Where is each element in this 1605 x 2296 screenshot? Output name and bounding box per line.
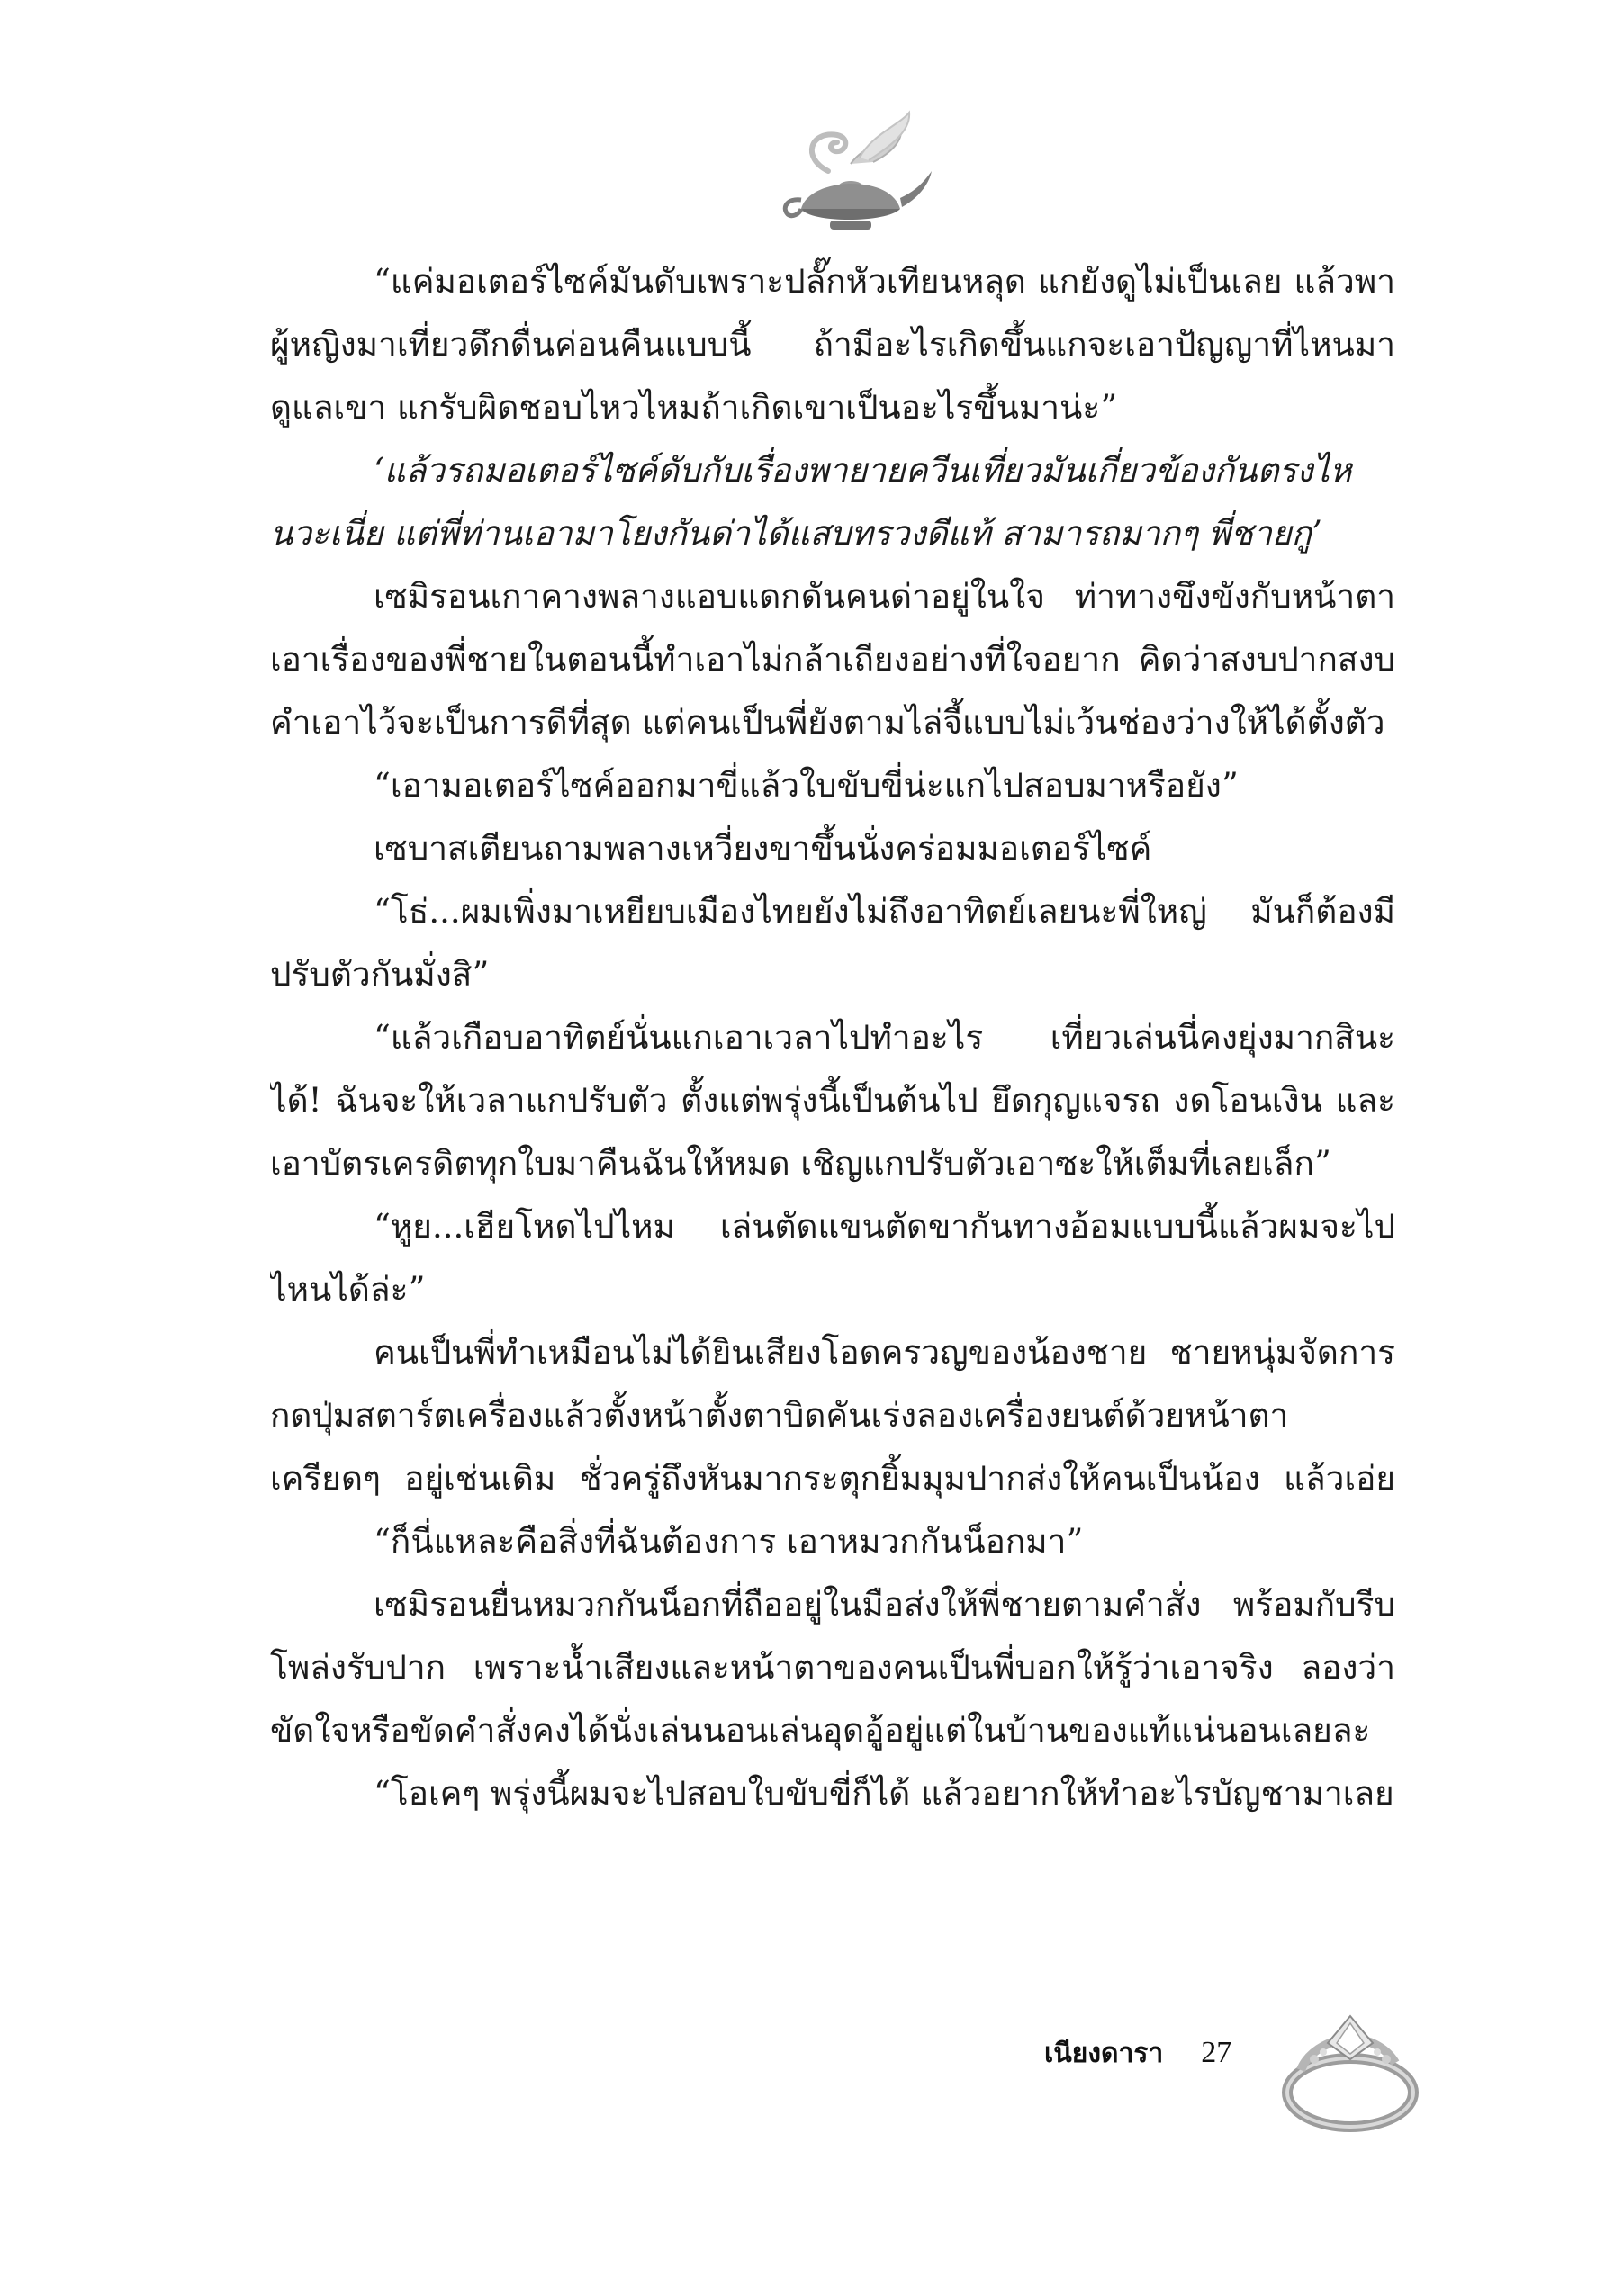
paragraph: เซบาสเตียนถามพลางเหวี่ยงขาขึ้นนั่งคร่อมมอเตอร์ไซค์ — [374, 829, 1152, 868]
paragraph: “โธ่...ผมเพิ่งมาเหยียบเมืองไทยยังไม่ถึงอาทิตย์เลยนะพี่ใหญ่ มันก็ต้องมีปรับตัวกันมั่งสิ” — [270, 892, 1395, 994]
book-title: เนียงดารา — [1044, 2038, 1164, 2069]
paragraph: “แล้วเกือบอาทิตย์นั่นแกเอาเวลาไปทำอะไร เที่ยวเล่นนี่คงยุ่งมากสินะ ได้! ฉันจะให้เวลาแกปรับตัว ตั้งแต่พรุ่งนี้เป็นต้นไป ยึดกุญแจรถ งดโอนเงิน และเอาบัตรเครดิตทุกใบมาคืนฉันให้หมด เชิญแกปรับตัวเอาซะให้เต็มที่เลยเล็ก” — [270, 1018, 1395, 1183]
paragraph: เซมิรอนยื่นหมวกกันน็อกที่ถืออยู่ในมือส่งให้พี่ชายตามคำสั่ง พร้อมกับรีบโพล่งรับปาก เพราะน้ำเสียงและหน้าตาของคนเป็นพี่บอกให้รู้ว่าเอาจริง ลองว่าขัดใจหรือขัดคำสั่งคงได้นั่งเล่นนอนเล่นอุดอู้อยู่แต่ในบ้านของแท้แน่นอนเลยละ — [270, 1585, 1395, 1750]
paragraph: เซมิรอนเกาคางพลางแอบแดกดันคนด่าอยู่ในใจ ท่าทางขึงขังกับหน้าตาเอาเรื่องของพี่ชายในตอนนี้ทำเอาไม่กล้าเถียงอย่างที่ใจอยาก คิดว่าสงบปากสงบคำเอาไว้จะเป็นการดีที่สุด แต่คนเป็นพี่ยังตามไล่จี้แบบไม่เว้นช่องว่างให้ได้ตั้งตัว — [270, 577, 1395, 742]
page-number: 27 — [1201, 2036, 1232, 2069]
paragraph-italic-thought: ‘แล้วรถมอเตอร์ไซค์ดับกับเรื่องพายายควีนเที่ยวมันเกี่ยวข้องกันตรงไหนวะเนี่ย แต่พี่ท่านเอามาโยงกันด่าได้แสบทรวงดีแท้ สามารถมากๆ พี่ชายกู’ — [270, 451, 1352, 553]
page-footer — [1044, 2032, 1231, 2086]
diamond-ring-icon — [1260, 2007, 1422, 2142]
magic-lamp-icon — [765, 108, 936, 252]
paragraph: “แค่มอเตอร์ไซค์มันดับเพราะปลั๊กหัวเทียนหลุด แกยังดูไม่เป็นเลย แล้วพาผู้หญิงมาเที่ยวดึกดื่นค่อนคืนแบบนี้ ถ้ามีอะไรเกิดขึ้นแกจะเอาปัญญาที่ไหนมาดูแลเขา แกรับผิดชอบไหวไหมถ้าเกิดเขาเป็นอะไรขึ้นมาน่ะ” — [270, 262, 1395, 427]
body-text — [270, 250, 1395, 1825]
paragraph: “หูย...เฮียโหดไปไหม เล่นตัดแขนตัดขากันทางอ้อมแบบนี้แล้วผมจะไปไหนได้ล่ะ” — [270, 1207, 1395, 1309]
paragraph: “เอามอเตอร์ไซค์ออกมาขี่แล้วใบขับขี่น่ะแกไปสอบมาหรือยัง” — [374, 766, 1239, 805]
paragraph: “โอเคๆ พรุ่งนี้ผมจะไปสอบใบขับขี่ก็ได้ แล้วอยากให้ทำอะไรบัญชามาเลย — [374, 1774, 1394, 1813]
paragraph: “ก็นี่แหละคือสิ่งที่ฉันต้องการ เอาหมวกกันน็อกมา” — [374, 1522, 1084, 1561]
paragraph: คนเป็นพี่ทำเหมือนไม่ได้ยินเสียงโอดครวญของน้องชาย ชายหนุ่มจัดการกดปุ่มสตาร์ตเครื่องแล้วตั้งหน้าตั้งตาบิดคันเร่งลองเครื่องยนต์ด้วยหน้าตาเครียดๆ อยู่เช่นเดิม ชั่วครู่ถึงหันมากระตุกยิ้มมุมปากส่งให้คนเป็นน้อง แล้วเอ่ย — [270, 1333, 1395, 1498]
